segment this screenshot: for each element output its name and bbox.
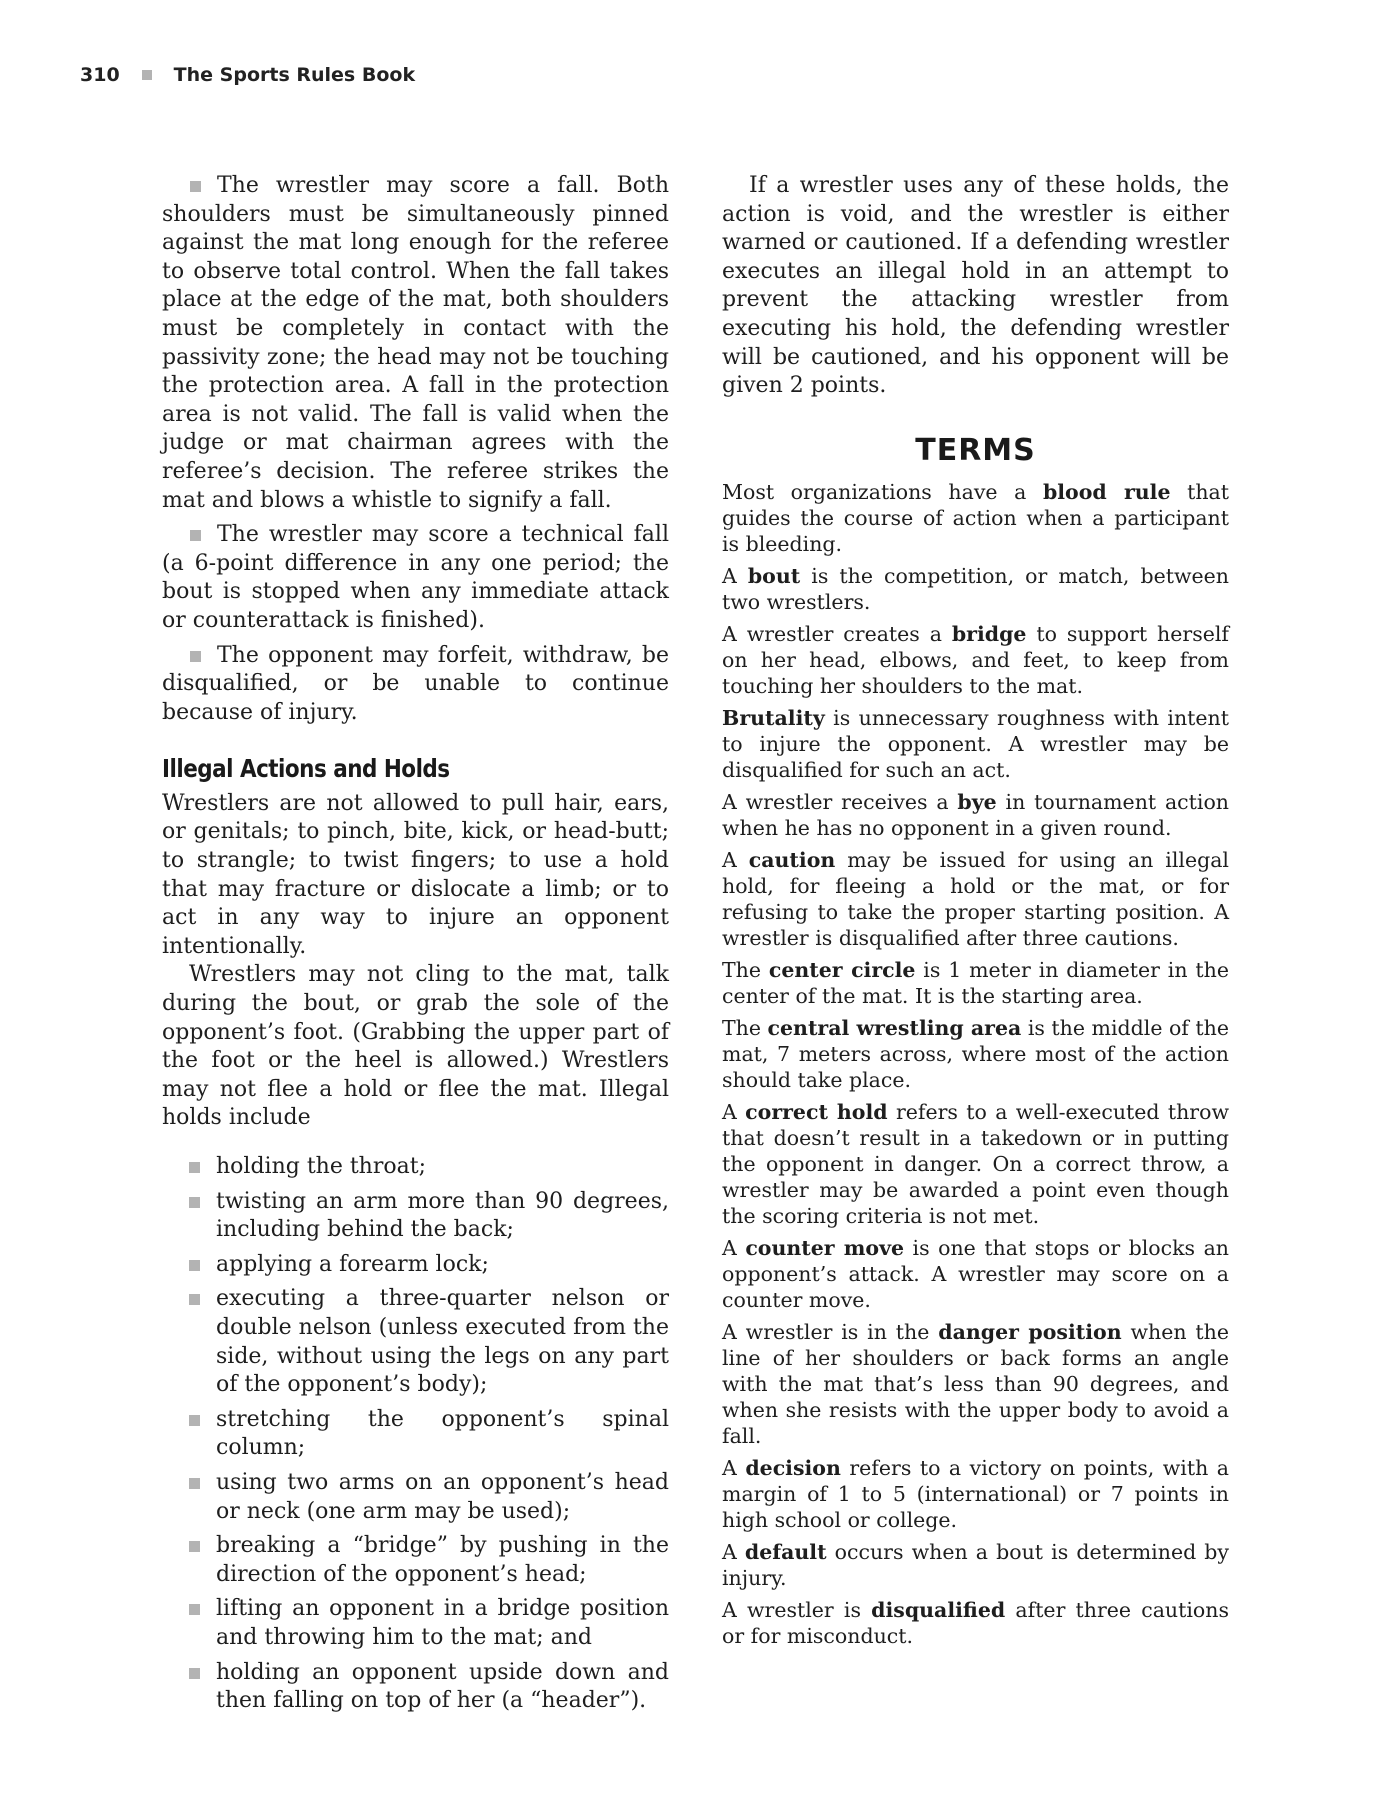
- term-name: bye: [957, 790, 997, 815]
- bullet-square-icon: [189, 1604, 200, 1615]
- term-name: danger position: [938, 1320, 1122, 1345]
- list-item: applying a forearm lock;: [189, 1251, 669, 1280]
- term-name: central wrestling area: [767, 1016, 1022, 1041]
- scoring-bullet: [162, 172, 669, 515]
- term-entry: A correct hold refers to a well-executed throw that doesn’t result in a takedown or in putting the opponent in danger. On a correct throw, a wrestler may be awarded a point even though the scoring criteria is not met.: [722, 1100, 1229, 1229]
- list-item: holding the throat;: [189, 1153, 669, 1182]
- term-entry: A bout is the competition, or match, between two wrestlers.: [722, 564, 1229, 615]
- bullet-square-icon: [189, 1668, 200, 1679]
- scoring-bullet: [162, 642, 669, 728]
- term-name: bridge: [951, 622, 1027, 647]
- term-name: counter move: [745, 1236, 905, 1261]
- bullet-square-icon: [189, 1260, 200, 1271]
- bullet-square-icon: [189, 1478, 200, 1489]
- term-entry: Brutality is unnecessary roughness with intent to injure the opponent. A wrestler may be disqualified for such an act.: [722, 706, 1229, 783]
- term-name: blood rule: [1042, 480, 1171, 505]
- term-name: disqualified: [871, 1598, 1006, 1623]
- term-name: bout: [747, 564, 801, 589]
- bullet-square-icon: [190, 651, 201, 662]
- term-entry: A wrestler receives a bye in tournament action when he has no opponent in a given round.: [722, 790, 1230, 841]
- terms-heading: TERMS: [915, 432, 1036, 468]
- term-entry: A caution may be issued for using an illegal hold, for fleeing a hold or the mat, or for refusing to take the proper starting position. A wrestler is disqualified after three cautions.: [722, 848, 1229, 951]
- term-entry: A decision refers to a victory on points, with a margin of 1 to 5 (international) or 7 points in high school or college.: [722, 1456, 1230, 1533]
- running-head: [80, 64, 415, 86]
- illegal-holds-list: [189, 1153, 669, 1716]
- bullet-square-icon: [189, 1294, 200, 1305]
- book-title: The Sports Rules Book: [173, 64, 416, 86]
- scoring-bullet: [162, 521, 669, 635]
- list-item: breaking a “bridge” by pushing in the direction of the opponent’s head;: [189, 1532, 669, 1589]
- scoring-bullet-text: The opponent may forfeit, withdraw, be disqualified, or be unable to continue because of injury.: [162, 642, 669, 725]
- scoring-bullet-text: The wrestler may score a fall. Both shoulders must be simultaneously pinned against the mat long enough for the referee to observe total control. When the fall takes place at the edge of the mat, both shoulders must be completely in contact with the passivity zone; the head may not be touching the protection area. A fall in the protection area is not valid. The fall is valid when the judge or mat chairman agrees with the referee’s decision. The referee strikes the mat and blows a whistle to signify a fall.: [162, 173, 669, 513]
- bullet-square-icon: [189, 1162, 200, 1173]
- bullet-square-icon: [189, 1415, 200, 1426]
- list-item: twisting an arm more than 90 degrees, including behind the back;: [189, 1188, 669, 1245]
- term-name: decision: [745, 1456, 841, 1481]
- list-item: stretching the opponent’s spinal column;: [189, 1406, 669, 1463]
- term-name: caution: [748, 848, 836, 873]
- illegal-actions-paragraph: Wrestlers are not allowed to pull hair, ears, or genitals; to pinch, bite, kick, or head-butt; to strangle; to twist fingers; to use a hold that may fracture or dislocate a limb; or to act in any way to injure an opponent intentionally.: [162, 790, 669, 959]
- section-subheading: Illegal Actions and Holds: [162, 754, 450, 784]
- list-item: executing a three-quarter nelson or double nelson (unless executed from the side, without using the legs on any part of the opponent’s body);: [189, 1285, 669, 1399]
- term-name: default: [744, 1540, 827, 1565]
- scoring-bullet-text: The wrestler may score a technical fall (a 6-point difference in any one period; the bout is stopped when any immediate attack or counterattack is finished).: [162, 522, 669, 633]
- term-entry: The center circle is 1 meter in diameter in the center of the mat. It is the starting area.: [722, 958, 1229, 1009]
- term-entry: A counter move is one that stops or blocks an opponent’s attack. A wrestler may score on a counter move.: [722, 1236, 1229, 1313]
- right-column: [722, 172, 1229, 1655]
- term-name: center circle: [768, 958, 916, 983]
- bullet-square-icon: [190, 530, 201, 541]
- term-name: Brutality: [722, 706, 825, 731]
- term-name: correct hold: [745, 1100, 888, 1125]
- bullet-square-icon: [189, 1541, 200, 1552]
- bullet-square-icon: [189, 1197, 200, 1208]
- illegal-holds-consequence: If a wrestler uses any of these holds, the action is void, and the wrestler is either warned or cautioned. If a defending wrestler executes an illegal hold in an attempt to prevent the attacking wrestler from executing his hold, the defending wrestler will be cautioned, and his opponent will be given 2 points.: [722, 173, 1229, 399]
- page-number: 310: [80, 64, 120, 86]
- bullet-square-icon: [190, 181, 201, 192]
- term-entry: The central wrestling area is the middle of the mat, 7 meters across, where most of the action should take place.: [722, 1016, 1229, 1093]
- list-item: using two arms on an opponent’s head or neck (one arm may be used);: [189, 1469, 669, 1526]
- list-item: holding an opponent upside down and then falling on top of her (a “header”).: [189, 1659, 669, 1716]
- term-entry: A wrestler is in the danger position when the line of her shoulders or back forms an angle with the mat that’s less than 90 degrees, and when she resists with the upper body to avoid a fall.: [722, 1320, 1229, 1449]
- term-entry: Most organizations have a blood rule that guides the course of action when a participant is bleeding.: [722, 480, 1229, 557]
- term-entry: A wrestler creates a bridge to support herself on her head, elbows, and feet, to keep from touching her shoulders to the mat.: [722, 622, 1229, 699]
- left-column: [162, 172, 669, 1722]
- separator-square-icon: [142, 70, 152, 80]
- term-entry: A wrestler is disqualified after three cautions or for misconduct.: [722, 1598, 1229, 1649]
- illegal-holds-intro: Wrestlers may not cling to the mat, talk during the bout, or grab the sole of the opponent’s foot. (Grabbing the upper part of the foot or the heel is allowed.) Wrestlers may not flee a hold or flee the mat. Illegal holds include: [162, 962, 669, 1131]
- list-item: lifting an opponent in a bridge position and throwing him to the mat; and: [189, 1595, 669, 1652]
- term-entry: A default occurs when a bout is determined by injury.: [722, 1540, 1230, 1591]
- terms-list: [722, 479, 1229, 1649]
